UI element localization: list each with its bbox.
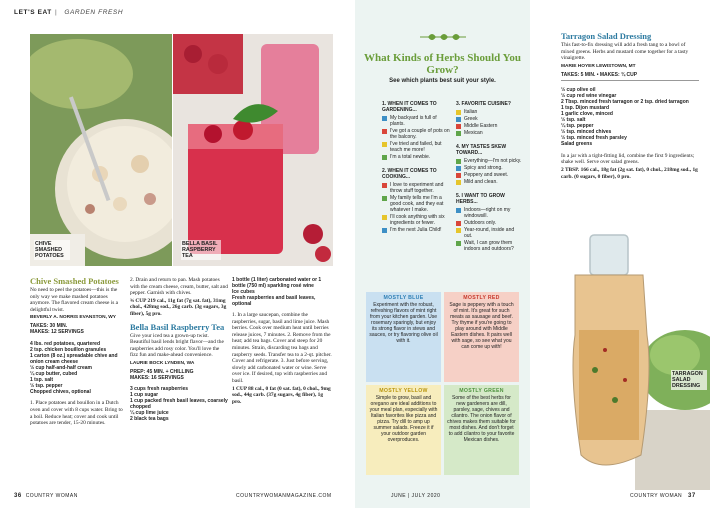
ingredient: Ice cubes — [232, 289, 255, 295]
result-title: MOSTLY BLUE — [383, 295, 424, 301]
recipe1-title: Chive Smashed Potatoes — [30, 276, 119, 286]
page-number: 37 — [688, 493, 696, 499]
ingredient: Chopped chives, optional — [30, 389, 91, 396]
dressing-illustration — [535, 220, 710, 490]
recipe3-title: Tarragon Salad Dressing — [561, 31, 652, 41]
question-1: 1. WHEN IT COMES TO GARDENING... — [382, 101, 437, 113]
result-mostly-green — [444, 385, 519, 475]
left-footer — [14, 493, 78, 499]
dressing-caption: TARRAGON SALAD DRESSING — [671, 370, 707, 390]
green-marker — [382, 155, 387, 160]
subsection-label: GARDEN FRESH — [64, 9, 124, 16]
recipe2-prep: PREP: 45 MIN. + CHILLING — [130, 368, 194, 375]
recipe2-makes: MAKES: 16 SERVINGS — [130, 374, 184, 381]
ingredient: ½ tsp. pepper — [30, 383, 63, 390]
red-marker — [382, 129, 387, 134]
answer-option[interactable]: Wait, I can grow them indoors and outdoors? — [456, 240, 522, 252]
answer-option[interactable]: My family tells me I'm a good cook, and they eat whatever I make. — [382, 195, 452, 213]
ingredient: ½ tsp. salt — [561, 116, 586, 123]
recipe2-intro: Give your iced tea a grown-up twist. Beautiful basil lends bright flavor—and the raspberries add rosy color. You'll love the fizz fun and make-ahead convenience. — [130, 332, 224, 359]
quiz-column-right — [456, 96, 522, 253]
answer-option[interactable]: I love to experiment and throw stuff together. — [382, 182, 452, 194]
recipe1-step2: 2. Drain and return to pan. Mash potatoes with the cream cheese, cream, butter, salt and pepper. Garnish with chives. — [130, 277, 228, 297]
recipe2-nutrition: 1 CUP 88 cal., 0 fat (0 sat. fat), 0 chol., 9mg sod., 44g carb. (37g sugars, 4g fiber), 1g pro. — [232, 385, 331, 405]
result-mostly-yellow — [366, 385, 441, 475]
answer-option[interactable]: Indoors—right on my windowsill. — [456, 207, 522, 219]
blue-marker — [456, 166, 461, 171]
herb-quiz — [355, 0, 530, 508]
result-text: Some of the best herbs for new gardeners are dill, parsley, sage, chives and cilantro. The onion flavor of chives makes them suitable for most dishes. And don't forget to add cilantro to your favorite Mexican dishes. — [447, 395, 516, 443]
answer-option[interactable]: Year-round, inside and out. — [456, 227, 522, 239]
site-url: COUNTRYWOMANMAGAZINE.COM — [236, 493, 332, 499]
recipe2-ingredients-b — [232, 277, 332, 307]
recipe3-column — [561, 32, 699, 180]
right-footer — [630, 493, 696, 499]
yellow-marker — [456, 228, 461, 233]
recipe3-nutrition: 2 TBSP. 166 cal., 18g fat (2g sat. fat), 0 chol., 218mg sod., 1g carb. (0 sugars, 0 fiber), 0 pro. — [561, 166, 698, 180]
potatoes-caption: CHIVE SMASHED POTATOES — [34, 240, 70, 260]
recipe3-meta: TAKES: 5 MIN. • MAKES: ¾ CUP — [561, 72, 699, 81]
page-number: 36 — [14, 493, 22, 499]
drink-photo — [173, 34, 333, 266]
right-page — [355, 0, 710, 508]
dressing-photo — [535, 220, 710, 490]
red-marker — [382, 183, 387, 188]
answer-option[interactable]: I've tried and failed, but teach me more! — [382, 141, 452, 153]
blue-marker — [456, 208, 461, 213]
answer-option[interactable]: I'm a total newbie. — [382, 154, 452, 160]
ingredient: ¼ cup butter, cubed — [30, 371, 78, 378]
section-label: LET'S EAT — [14, 9, 52, 16]
answer-option[interactable]: Mexican — [456, 130, 522, 136]
recipe2-byline: LAURIE BOCK LYNDEN, WA — [130, 360, 195, 366]
result-mostly-blue — [366, 292, 441, 382]
answer-option[interactable]: Mild and clean. — [456, 179, 522, 185]
answer-option[interactable]: Outdoors only. — [456, 220, 522, 226]
magazine-name: COUNTRY WOMAN — [25, 493, 78, 499]
drink-illustration — [173, 34, 333, 266]
answer-option[interactable]: Middle Eastern — [456, 123, 522, 129]
recipe1-step1: 1. Place potatoes and bouillon in a Dutch oven and cover with 8 cups water. Bring to a boil. Reduce heat; cover and cook until potatoes are tender, 15-20 minutes. — [30, 400, 123, 427]
recipe1-column — [30, 277, 125, 427]
quiz-title: What Kinds of Herbs Should You Grow? — [363, 52, 521, 76]
yellow-marker — [456, 110, 461, 115]
recipe2-column-b — [232, 277, 332, 405]
ingredient: 2 black tea bags — [130, 415, 169, 422]
answer-option[interactable]: My backyard is full of plants. — [382, 115, 452, 127]
yellow-marker — [456, 180, 461, 185]
ingredient: ½ cup olive oil — [561, 86, 596, 93]
recipe1-byline: BEVERLY A. NORRIS EVANSTON, WY — [30, 315, 117, 321]
result-title: MOSTLY RED — [463, 295, 500, 301]
red-marker — [456, 221, 461, 226]
magazine-name: COUNTRY WOMAN — [630, 493, 683, 499]
ingredient: 2 Tbsp. minced fresh tarragon or 2 tsp. dried tarragon — [561, 98, 689, 105]
recipe2-steps: 1. In a large saucepan, combine the raspberries, sugar, basil and lime juice. Mash berries. Cook over medium heat until berries release juices, 7 minutes. 2. Remove from the heat; add tea bags. Cover and steep for 20 minutes. Strain, discarding tea bags and raspberry seeds. Transfer tea to a 2-qt. pitcher. Cover and refrigerate. 3. Just before serving, slowly add carbonated water or wine. Serve over ice. If desired, top with raspberries and basil. — [232, 312, 332, 384]
ingredient: 3 cups fresh raspberries — [130, 385, 189, 392]
ingredient: ½ tsp. minced fresh parsley — [561, 134, 627, 141]
ingredient: ½ cup half-and-half cream — [30, 365, 92, 372]
result-mostly-red — [444, 292, 519, 382]
yellow-marker — [382, 142, 387, 147]
result-text: Sage is peppery with a touch of mint. It's great for such meats as sausage and beef. Try thyme if you're going to play around with Middle Eastern dishes. It pairs well with sage, so see what you can come up with! — [449, 302, 514, 350]
green-marker — [456, 159, 461, 164]
red-marker — [456, 124, 461, 129]
green-marker — [382, 196, 387, 201]
ingredient: 1 bottle (1 liter) carbonated water or 1 bottle (750 ml) sparkling rosé wine — [232, 277, 322, 289]
answer-option[interactable]: I've got a couple of pots on the balcony. — [382, 128, 452, 140]
question-4: 4. MY TASTES SKEW TOWARD... — [456, 144, 507, 156]
result-text: Experiment with the robust, refreshing flavors of mint right from your kitchen garden. Use rosemary sparingly, but enjoy its strong flavor in stews and sauces, or try flavoring olive oil with it. — [369, 302, 438, 344]
question-2: 2. WHEN IT COMES TO COOKING... — [382, 168, 437, 180]
ingredient: ¼ cup lime juice — [130, 409, 169, 416]
recipe1-takes: TAKES: 30 MIN. — [30, 323, 68, 330]
ingredient: 1 tsp. salt — [30, 377, 54, 384]
answer-option[interactable]: I'll cook anything with six ingredients or fewer. — [382, 214, 452, 226]
answer-option[interactable]: Italian — [456, 109, 522, 115]
quiz-subtitle: See which plants best suit your style. — [389, 78, 496, 84]
recipe3-intro: This fast-to-fix dressing will add a fresh tang to a bowl of mixed greens. Herbs and mustard come together for a tasty vinaigrette. — [561, 42, 689, 62]
ingredient: 2 tsp. chicken bouillon granules — [30, 347, 107, 354]
ingredient: ¼ tsp. pepper — [561, 122, 594, 129]
ingredient: ½ tsp. minced chives — [561, 128, 612, 135]
recipe2-title: Bella Basil Raspberry Tea — [130, 321, 225, 332]
answer-option[interactable]: Greek — [456, 116, 522, 122]
issue-date: JUNE | JULY 2020 — [391, 493, 441, 499]
section-header: LET'S EAT | GARDEN FRESH — [14, 9, 124, 16]
blue-marker — [382, 116, 387, 121]
quiz-column-left — [382, 96, 452, 234]
question-3: 3. FAVORITE CUISINE? — [456, 101, 511, 107]
ingredient: 1 carton (8 oz.) spreadable chive and onion cream cheese — [30, 353, 118, 366]
potatoes-illustration — [30, 34, 172, 266]
ingredient: 1 garlic clove, minced — [561, 110, 613, 117]
result-title: MOSTLY GREEN — [459, 388, 504, 394]
ingredient: 1 cup sugar — [130, 391, 159, 398]
ingredient: ½ cup red wine vinegar — [561, 92, 617, 99]
recipe2-ingredients-a — [130, 386, 228, 422]
green-marker — [456, 131, 461, 136]
answer-option[interactable]: Everything—I'm not picky. — [456, 158, 522, 164]
answer-option[interactable]: Spicy and strong. — [456, 165, 522, 171]
answer-option[interactable]: I'm the next Julia Child! — [382, 227, 452, 233]
recipe3-steps: In a jar with a tight-fitting lid, combine the first 9 ingredients; shake well. Serve over salad greens. — [561, 152, 695, 166]
recipe2-column — [130, 277, 228, 422]
blue-marker — [382, 228, 387, 233]
potatoes-photo — [30, 34, 172, 266]
recipe3-ingredients — [561, 87, 699, 147]
result-text: Simple to grow, basil and oregano are ideal additions to your meal plan, especially with Italian favorites like pizza and pizza. Try dill to amp up summer salads. Freeze it if your outdoor garden overproduces. — [369, 395, 438, 443]
ingredient: 1 cup packed fresh basil leaves, coarsely chopped — [130, 397, 228, 410]
drink-caption: BELLA BASIL RASPBERRY TEA — [181, 240, 221, 260]
green-marker — [456, 241, 461, 246]
herb-sprig-icon — [418, 30, 468, 44]
question-5: 5. I WANT TO GROW HERBS... — [456, 193, 505, 205]
answer-option[interactable]: Peppery and sweet. — [456, 172, 522, 178]
yellow-marker — [382, 215, 387, 220]
ingredient: Fresh raspberries and basil leaves, optional — [232, 295, 316, 307]
result-title: MOSTLY YELLOW — [379, 388, 428, 394]
red-marker — [456, 173, 461, 178]
recipe1-nutrition: ¾ CUP 219 cal., 11g fat (7g sat. fat), 31mg chol., 428mg sod., 26g carb. (3g sugars, 3g fiber), 5g pro. — [130, 297, 227, 317]
recipe1-ingredients — [30, 341, 125, 395]
recipe3-byline: MARIE HOYER LEWISTOWN, MT — [561, 63, 636, 69]
blue-marker — [456, 117, 461, 122]
recipe1-makes: MAKES: 12 SERVINGS — [30, 329, 84, 336]
ingredient: 4 lbs. red potatoes, quartered — [30, 341, 101, 348]
ingredient: Salad greens — [561, 140, 593, 147]
recipe1-intro: No need to peel the potatoes—this is the only way we make mashed potatoes anymore. The flavored cream cheese is a delightful twist. — [30, 287, 119, 313]
ingredient: 1 tsp. Dijon mustard — [561, 104, 610, 111]
